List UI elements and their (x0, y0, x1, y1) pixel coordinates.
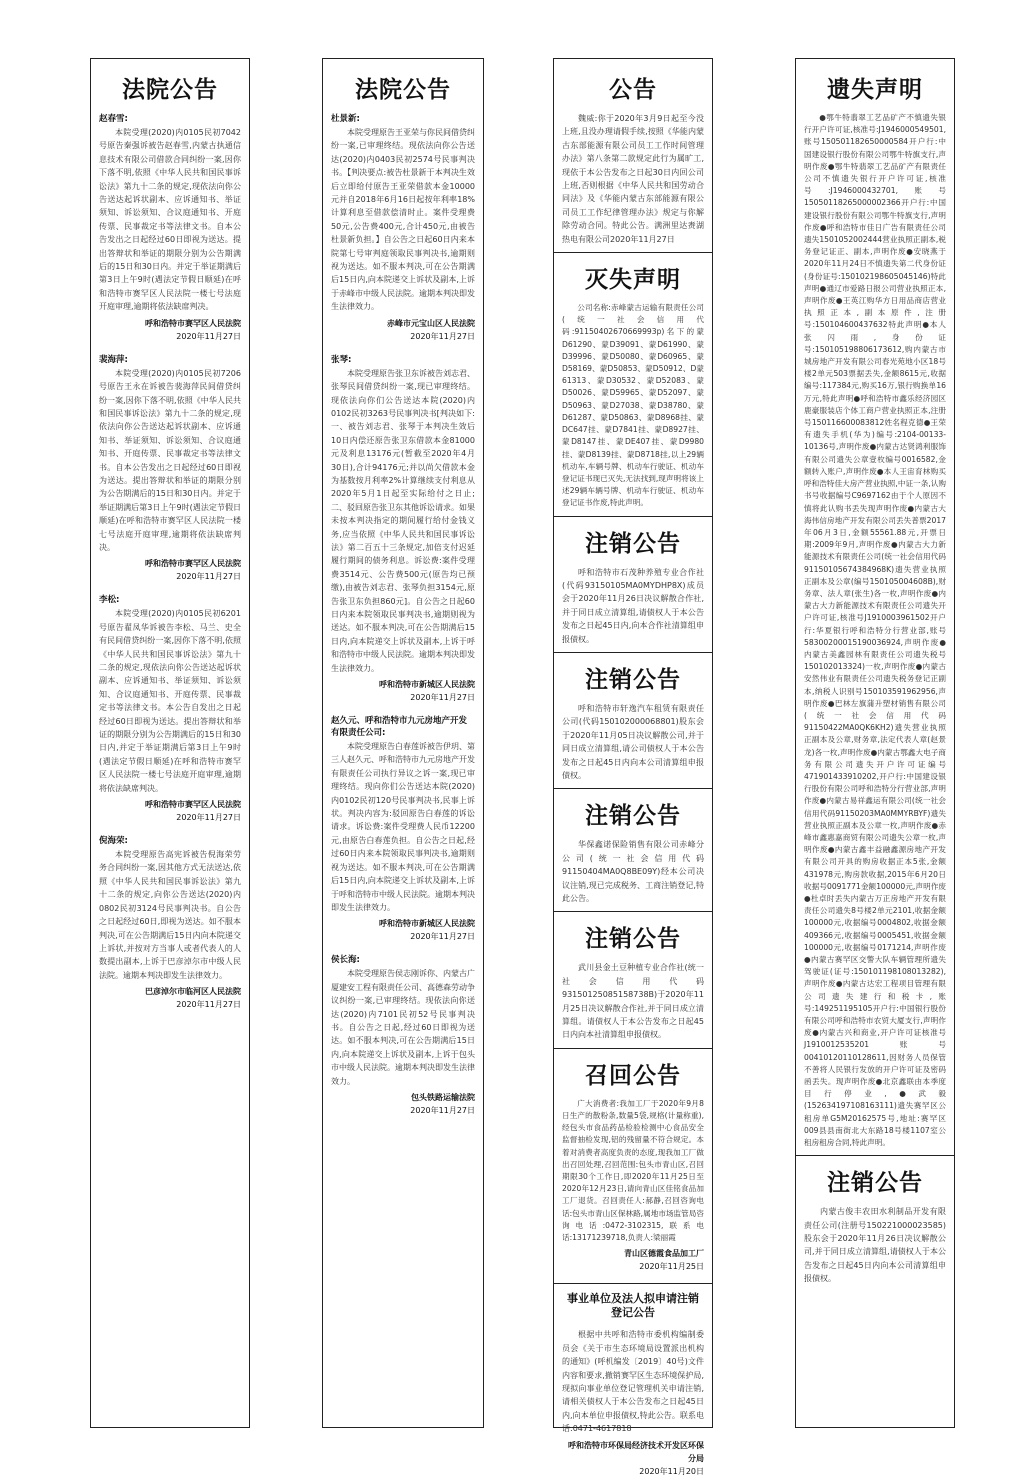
notice-date: 2020年11月27日 (176, 331, 241, 341)
column-2 (322, 58, 484, 1428)
addressee: 赵春雪: (99, 114, 128, 124)
section-body: 根据中共呼和浩特市委机构编制委员会《关于市生态环境局设置派出机构的通知》(呼机编发〔2019〕40号)文件内容和要求,撤销赛罕区生态环境保护局,现拟向事业单位登记管理机关申请注销,请相关债权人于本公告发布之日起45日内,向本单位申报债权,特此公告。联系电话:0471-4617818 (562, 1330, 704, 1434)
notice-body: 本院受理(2020)内0105民初6201号原告翟凤华诉被告李松、马兰、史全有民间借贷纠纷一案,因你下落不明,依照《中华人民共和国民事诉讼法》第九十二条的规定,现依法向你公告送达起诉状副本、应诉通知书、举证须知、诉讼须知、合议庭通知书、开庭传票、民事裁定书等法律文书。本公告自发出之日起经过60日即视为送达。提出答辩状和举证的期限分别为公告期满后的15日和30日内,并定于举证期满后第3日上午9时(遇法定节假日顺延)在呼和浩特市赛罕区人民法院一楼七号法庭开庭审理,逾期将依法缺席判决。 (99, 609, 241, 793)
section-recall (562, 1057, 704, 1273)
notice-date: 2020年11月27日 (410, 693, 475, 703)
addressee: 倪海荣: (99, 836, 128, 847)
notice-body: 本院受理原告高宪诉被告倪海荣劳务合同纠纷一案,因其他方式无法送达,依照《中华人民共和国民事诉讼法》第九十二条的规定,向你公告送达(2020)内0802民初3124号民事判决书。自公告之日起经过60日,即视为送达。如不服本判决,可在公告期满后15日内向本院递交上诉状,并按对方当事人或者代表人的人数提出副本,上诉于巴彦淖尔市中级人民法院。逾期本判决即发生法律效力。 (99, 850, 241, 980)
notice-date: 2020年11月25日 (639, 1262, 704, 1272)
notice-date: 2020年11月27日 (176, 1000, 241, 1010)
notice-date: 2020年11月27日 (176, 813, 241, 823)
section-lost-notice (804, 71, 946, 1149)
section-cancellation-2 (562, 661, 704, 782)
section-body: ●鄂牛特翡翠工艺品矿产不慎遗失银行开户许可证,核准号:J1946000549501,账号150501182650000584开户行:中国建设银行股份有限公司鄂牛特旗支行,声明作废●鄂牛特翡翠工艺品矿产有限责任公司不慎遗失银行开户许可证,核准号:J1946000432701,账号15050118265000002366开户行:中国建设银行股份有限公司鄂牛特旗支行,声明作废●呼和浩特市佳日广告有限责任公司遗失1501052002444营业执照正副本,税务登记证正、副本,声明作废●安晓燕于2020年11月24日不慎遗失第二代身份证(身份证号:150102198605045146)特此声明●通辽市爱路日报公司营业执照正本,声明作废●王英江购华方日用品商店营业执照正本,副本原件,注册号:150104600437632特此声明●本人张闪雨,身份证号:150105198806173612,购内蒙古市城房地产开发有限公司春光苑地小区18号楼2单元503票据丢失,金额8615元,收据编号:117384元,购买16万,银行购换单16万元,特此声明●呼和浩特市鑫乐经济园区鹿豪服装店个体工商户营业执照正本,注册号150116600083812姓名程克德●王荣有遗失手机(华为)编号:2104-00133-10136号,声明作废●内蒙古达贤鸿利服饰有限公司遗失公章壹枚编号0016582,金额转入账户,声明作废●本人王宙育林购买呼和浩特佳大房产营业执照,中证一条,认购书号收据编号C9697162由于个人原因不慎将此认购书丢失现声明作废●内蒙古大海伟信房地产开发有限公司丢失普票2017年06月3日,金额55561.88元,开票日期:2009年9月,声明作废●内蒙古大力新能源技术有限责任公司(统一社会信用代码91150105674384968K)遗失营业执照正副本及公章(编号150105004608B),财务章、法人章(张生)各一枚,声明作废●内蒙古大力新能源技术有限责任公司遗失开户许可证,核准号J1910003961502开户行:华夏银行呼和浩特分行营业部,账号58300200015190036924,声明作废●内蒙古美鑫园林有限责任公司遗失税号150102013324)一枚,声明作废●内蒙古安然伟业有限责任公司遗失税务登记正副本,纳税人识别号150103591962956,声明作废●巴林左旗蒲升塑材销售有限公司(统一社会信用代码91150422MA0QK6KH2)遗失营业执照正副本及公章,财务章,法定代表人章(赵景龙)各一枚,声明作废●内蒙古鄂鑫大电子商务有限公司遗失开户许可证编号471901433910202,开户行:中国建设银行股份有限公司呼和浩特分行营业部,声明作废●内蒙古易祥鑫运有限公司(统一社会信用代码91150203MA0MMYRBYF)遗失营业执照正副本及公章一枚,声明作废●赤峰市鑫惠嘉商贸有限公司遗失公章一枚,声明作废●内蒙古鑫丰益融鑫源房地产开发有限公司开具的购房收据正本5张,金额431978元,购房款收据,2015年6月20日收据号0091771金额100000元,声明作废●杜卓时丢失内蒙古万正房地产开发有限责任公司遗失8号楼2单元2101,收据金额100000元,收据编号0004802,收据金额409366元,收据编号0005451,收据金额100000元,收据编号0171214,声明作废●内蒙古赛罕区交警大队车辆管理所遗失驾驶证(证号:150101198108013282),声明作废●内蒙古达宏工程项目管理有限公司遗失建行和税卡,账号:149251195105开户行:中国银行股份有限公司呼和浩特市农贸大厦支行,声明作废●内蒙古兴和商业,开户许可证核准号J1910012535201账号00410120110128611,因财务人员保管不善将人民银行发放的开户许可证及密码函丢失。现声明作废●北京鑫联由本季度目行停业,●武毅(152634197108163111)遗失赛罕区公租房单G5M20162575号,地址:赛罕区009县县南街北大东路18号楼1107室公租房租房合同,特此声明。 (804, 113, 946, 1148)
column-3 (553, 58, 713, 1476)
section-body: 武川县金土豆种植专业合作社(统一社会信用代码93150125085158738B)于2020年11月25日决议解散合作社,并于同日成立清算组。请债权人于本公告发布之日起45日内向本社清算组申报债权。 (562, 963, 704, 1040)
notice-zhao-chunxue (99, 112, 241, 343)
notice-zhang-qin (331, 353, 475, 704)
notice-li-song (99, 593, 241, 824)
notice-date: 2020年11月27日 (410, 331, 475, 341)
section-cancellation-5 (804, 1164, 946, 1285)
section-body: 公司名称:赤峰蒙古运输有限责任公司(统一社会信用代码:91150402670669993p)名下的蒙D61290、蒙D39091、蒙D61990、蒙D39996、蒙D50080、蒙D60965、蒙D58169、蒙D50853、蒙D50912、D蒙61313、蒙D30532、蒙D52083、蒙D50026、蒙D59965、蒙D52097、蒙D50963、蒙D27038、蒙D38780、蒙D61287、蒙D50863、蒙D8968挂、蒙DC647挂、蒙D7841挂、蒙D8927挂、蒙D8147挂、蒙DE407挂、蒙D9980挂、蒙D8139挂、蒙D8718挂,以上29辆机动车,车辆号牌、机动车行驶证、机动车登记证书现已灭失,无法找到,现声明将该上述29辆车辆号牌、机动车行驶证、机动车登记证书作废,特此声明。 (562, 303, 704, 508)
signer: 呼和浩特市赛罕区人民法院 (145, 318, 241, 328)
divider (554, 516, 712, 517)
addressee: 赵久元、呼和浩特市九元房地产开发有限责任公司: (331, 716, 468, 739)
court-notice-title-1: 法院公告 (122, 76, 218, 103)
notice-date: 2020年11月20日 (639, 1466, 704, 1476)
signer: 包头铁路运输法院 (411, 1092, 475, 1102)
addressee: 张琴: (331, 354, 352, 365)
section-title: 注销公告 (585, 529, 681, 557)
section-title: 公告 (609, 76, 657, 103)
addressee: 裴海萍: (99, 354, 128, 365)
divider (554, 911, 712, 912)
section-title: 注销公告 (585, 665, 681, 693)
section-body: 呼和浩特市石茂种养殖专业合作社(代码93150105MA0MYDHP8X)成员会于2020年11月26日决议解散合作社,并于同日成立清算组,请债权人于本公告发布之日起45日内,向本合作社清算组申报债权。 (562, 567, 704, 644)
section-title: 召回公告 (585, 1061, 681, 1089)
section-title: 注销公告 (585, 802, 681, 830)
notice-hou-changhai (331, 953, 475, 1117)
notice-date: 2020年11月27日 (410, 1105, 475, 1115)
court-notice-title-2: 法院公告 (355, 76, 451, 103)
divider (554, 252, 712, 253)
section-title: 灭失声明 (585, 266, 681, 294)
addressee: 李松: (99, 595, 120, 606)
divider (796, 1155, 954, 1156)
divider (554, 1048, 712, 1049)
notice-ni-hairong (99, 834, 241, 1011)
signer: 呼和浩特市环保局经济技术开发区环保分局 (568, 1440, 704, 1463)
section-title: 注销公告 (827, 1169, 923, 1197)
section-cancellation-3 (562, 797, 704, 905)
signer: 呼和浩特市赛罕区人民法院 (145, 559, 241, 569)
notice-body: 本院受理(2020)内0105民初7206号原告王永在诉被告裴海萍民间借贷纠纷一案,因你下落不明,依照《中华人民共和国民事诉讼法》第九十二条的规定,现依法向你公告送达起诉状副本、应诉通知书、举证须知、诉讼须知、合议庭通知书、开庭传票、民事裁定书等法律文书。自本公告发出之日起经过60日即视为送达。提出答辩状和举证的期限分别为公告期满后的15日和30日内。并定于举证期满后第3日上午9时(遇法定节假日顺延)在呼和浩特市赛罕区人民法院一楼七号法庭开庭审理,逾期将依法缺席判决。 (99, 368, 241, 552)
section-loss-statement (562, 261, 704, 509)
notice-date: 2020年11月27日 (176, 572, 241, 582)
section-title: 事业单位及法人拟申请注销登记公告 (567, 1292, 699, 1320)
signer: 青山区德霞食品加工厂 (624, 1249, 704, 1259)
column-4 (795, 58, 955, 1428)
section-announcement (562, 71, 704, 246)
notice-date: 2020年11月27日 (410, 932, 475, 942)
divider (554, 1283, 712, 1284)
notice-body: 本院受理原告王亚荣与你民间借贷纠纷一案,已审理终结。现依法向你公告送达(2020)内0403民初2574号民事判决书。【判决要点:被告杜景新于本判决生效后立即给付原告王亚荣借款本金10000元并自2018年6月16日起按年利率18%计算利息至借款偿清时止。案件受理费50元,公告费400元,合计450元,由被告杜景新负担。】自公告之日起60日内来本院第七号审判庭领取民事判决书,逾期则视为送达。如不服本判决,可在公告期满后15日内,向本院递交上诉状及副本,上诉于赤峰市中级人民法院。逾期本判决即发生法律效力。 (331, 128, 475, 312)
section-cancellation-4 (562, 920, 704, 1041)
signer: 赤峰市元宝山区人民法院 (387, 318, 475, 328)
signer: 呼和浩特市新城区人民法院 (379, 680, 475, 690)
notice-pei-haiping (99, 353, 241, 584)
section-cancellation-1 (562, 525, 704, 646)
divider (554, 788, 712, 789)
addressee: 侯长海: (331, 955, 360, 966)
notice-body: 本院受理(2020)内0105民初7042号原告秦强诉被告赵春雪,内蒙古执通信息技术有限公司借款合同纠纷一案,因你下落不明,依照《中华人民共和国民事诉讼法》第九十二条的规定,现依法向你公告送达起诉状副本、应诉通知书、举证须知、诉讼须知、合议庭通知书、开庭传票、民事裁定书等法律文书。自本公告发出之日起经过60日即视为送达。提出答辩状和举证的期限分别为公告期满后的15日和30日内。并定于举证期满后第3日上午9时(遇法定节假日顺延)在呼和浩特市赛罕区人民法院一楼七号法庭开庭审理,逾期将依法缺席判决。 (99, 128, 241, 312)
column-1 (90, 58, 250, 1428)
section-body: 魏威:你于2020年3月9日起至今没上班,且没办理请假手续,按照《华能内蒙古东部能源有限公司员工工作时间管理办法》第八条第二款规定此行为属旷工,现依于本公告发布之日起30日内回公司上班,否则根据《中华人民共和国劳动合同法》及《华能内蒙古东部能源有限公司员工工作纪律管理办法》规定与你解除劳动合同。特此公告。满洲里达赉湖热电有限公司2020年11月27日 (562, 114, 704, 244)
signer: 巴彦淖尔市临河区人民法院 (145, 987, 241, 997)
divider (554, 652, 712, 653)
notice-zhao-jiuyuan (331, 714, 475, 943)
section-body: 呼和浩特市轩逸汽车租赁有限责任公司(代码150102000068801)股东会于2020年11月05日决议解散公司,并于同日成立清算组,请公司债权人于本公告发布之日起45日内向本公司清算组申报债权。 (562, 703, 704, 780)
notice-du-jingxin (331, 112, 475, 343)
section-body: 内蒙古俊丰农田水利制品开发有限责任公司(注册号150221000023585)股东会于2020年11月26日决议解散公司,并于同日成立清算组,请债权人于本公告发布之日起45日内向本公司清算组申报债权。 (804, 1207, 946, 1284)
notice-body: 本院受理原告白春莲诉被告伊玥、第三人赵久元、呼和浩特市九元房地产开发有限责任公司执行异议之诉一案,现已审理终结。现向你们公告送达本院(2020)内0102民初120号民事判决书,民事上诉状。判决内容为:驳回原告白春莲的诉讼请求。诉讼费:案件受理费人民币12200元,由原告白春莲负担。自公告之日起,经过60日内来本院领取民事判决书,逾期则视为送达。如不服本判决,可在公告期满后15日内,向本院递交上诉状及副本,上诉于呼和浩特市中级人民法院。逾期本判决即发生法律效力。 (331, 742, 475, 912)
addressee: 杜景新: (331, 114, 360, 124)
section-deregistration (562, 1292, 704, 1477)
signer: 呼和浩特市新城区人民法院 (379, 919, 475, 929)
signer: 呼和浩特市赛罕区人民法院 (145, 800, 241, 810)
section-body: 华保鑫诺保险销售有限公司赤峰分公司(统一社会信用代码91150404MA0Q8BE09Y)经本公司决议注销,现已完成税务、工商注销登记,特此公告。 (562, 840, 704, 904)
section-title: 遗失声明 (827, 76, 923, 103)
section-title: 注销公告 (585, 925, 681, 953)
notice-body: 本院受理原告侯志刚诉你、内蒙古广厦建安工程有限责任公司、高德森劳动争议纠纷一案,已审理终结。现依法向你送达(2020)内7101民初52号民事判决书。自公告之日起,经过60日即视为送达。如不服本判决,可在公告期满后15日内,向本院递交上诉状及副本,上诉于包头市中级人民法院。逾期本判决即发生法律效力。 (331, 969, 475, 1086)
section-body: 广大消费者:我加工厂于2020年9月8日生产的散粉条,数量5袋,规格(计量称重),经包头市食品药品检验检测中心食品安全监督抽检发现,铝的残留量不符合规定。本着对消费者高度负责的态度,现我加工厂做出召回处理,召回范围:包头市青山区,召回期限30个工作日,即2020年11月25日至2020年12月23日,请向青山区佳铭食品加工厂退货。召回责任人:郝静,召回咨询电话:包头市青山区保林路,属地市场监管局咨询电话:0472-3102315,联系电话:13171239718,负责人:梁丽霞 (562, 1098, 704, 1243)
notice-body: 本院受理原告张卫东诉被告刘志君、张琴民间借贷纠纷一案,现已审理终结。现依法向你们公告送达本院(2020)内0102民初3263号民事判决书[判决如下:一、被告刘志君、张琴于本判决生效后10日内偿还原告张卫东借款本金81000元及利息13176元(暂截至2020年4月30日),合计94176元;并以尚欠借款本金为基数按月利率2%计算继续支付利息从2020年5月1日起至实际给付之日止;二、驳回原告张卫东其他诉讼请求。如果未按本判决指定的期间履行给付金钱义务,应当依照《中华人民共和国民事诉讼法》第二百五十三条规定,加倍支付迟延履行期间的债务利息。诉讼费:案件受理费3514元、公告费500元(原告均已预缴),由被告刘志君、张琴负担3154元,原告张卫东负担860元]。自公告之日起60日内来本院领取民事判决书,逾期则视为送达。如不服本判决,可在公告期满后15日内,向本院递交上诉状及副本,上诉于呼和浩特市中级人民法院。逾期本判决即发生法律效力。 (331, 368, 475, 673)
